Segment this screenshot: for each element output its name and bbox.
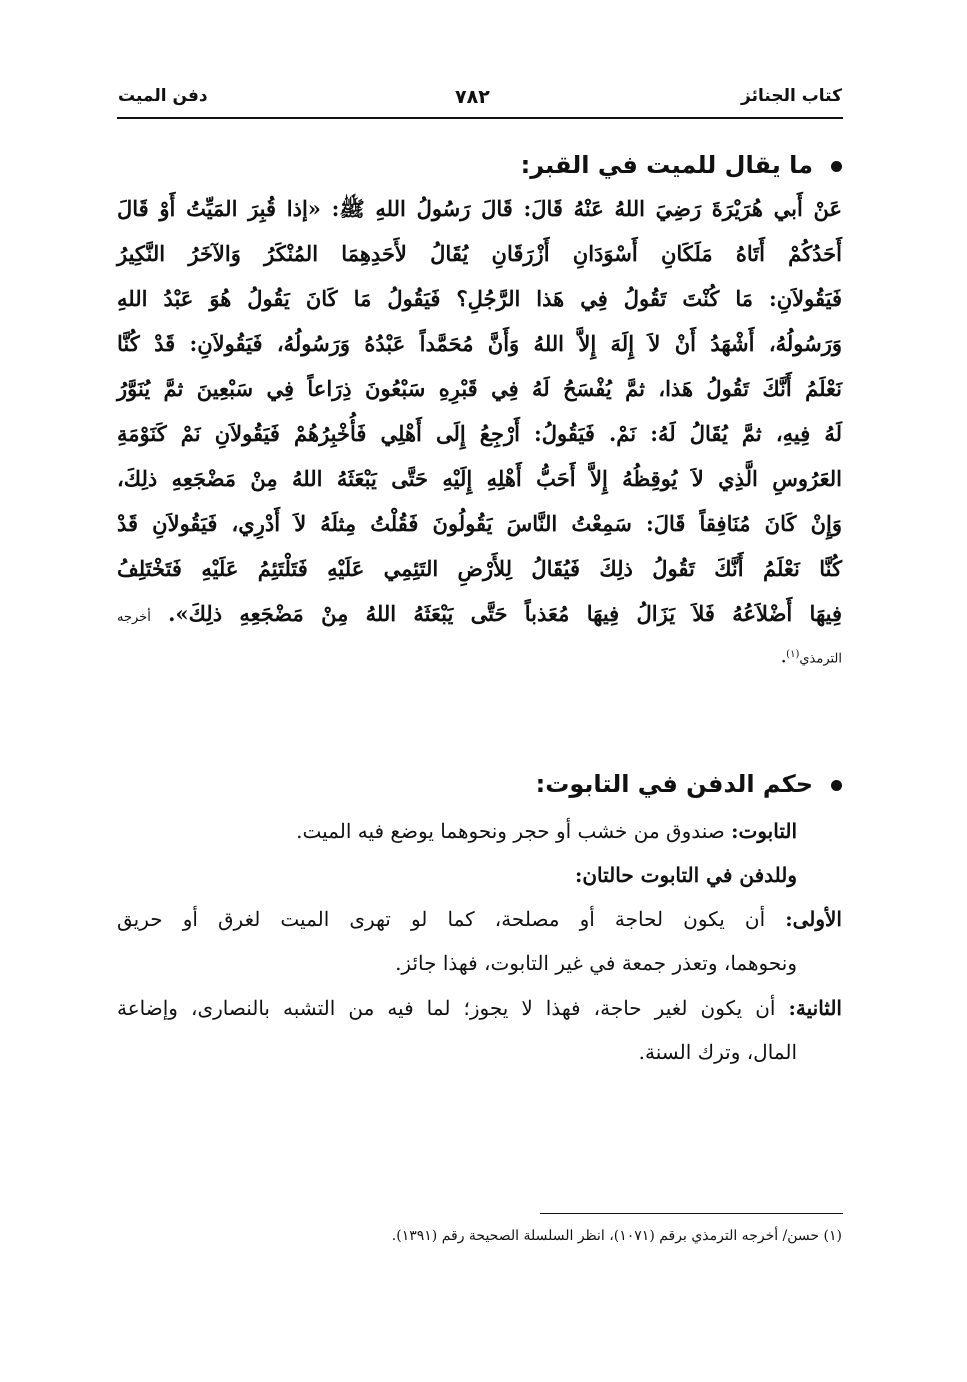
case-text: أن يكون لغير حاجة، فهذا لا يجوز؛ لما فيه من التشبه بالنصارى، وإضاعة — [117, 996, 789, 1020]
case-first — [117, 904, 842, 934]
cases-intro: وللدفن في التابوت حالتان: — [574, 863, 797, 887]
heading-text: ما يقال للميت في القبر: — [520, 151, 813, 179]
hadith-line: وَرَسُولُهُ، أَشْهَدُ أَنْ لاَ إِلَهَ إِلاَّ اللهُ وَأَنَّ مُحَمَّداً عَبْدُهُ وَرَسُولُهُ، فَيَقُولاَنِ: قَدْ كُنَّا — [117, 331, 842, 356]
hadith-line: لَهُ فِيهِ، ثمَّ يُقَالُ لَهُ: نَمْ. فَيَقُولُ: أَرْجِعُ إِلَى أَهْلِي فَأُخْبِرُهُمْ فَيَقُولاَنِ نَمْ كَنَوْمَةِ — [117, 421, 842, 446]
case-second-cont: المال، وترك السنة. — [638, 1040, 797, 1064]
source-line — [117, 640, 842, 675]
footnote-ref[interactable]: (١) — [786, 649, 800, 660]
hadith-text: فِيهَا أَضْلاَعُهُ فَلاَ يَزَالُ فِيهَا مُعَذباً حَتَّى يَبْعَثَهُ اللهُ مِنْ مَضْجَعِهِ ذلِكَ». — [168, 601, 843, 626]
case-label: الثانية: — [788, 996, 842, 1020]
case-label: الأولى: — [785, 907, 842, 931]
page-number: ٧٨٢ — [455, 86, 490, 108]
running-header-book: كتاب الجنائز — [741, 86, 842, 106]
footnote-rule — [540, 1213, 843, 1214]
bullet-icon — [831, 161, 842, 172]
hadith-line: نَعْلَمُ أَنَّكَ تَقُولُ هَذا، ثمَّ يُفْسَحُ لَهُ فِي قَبْرِهِ سَبْعُونَ ذِرَاعاً فِي سَبْعِينَ ثمَّ يُنَوَّرُ — [117, 376, 842, 401]
source-text: الترمذي — [799, 651, 842, 667]
header-rule — [117, 117, 843, 119]
heading-text: حكم الدفن في التابوت: — [535, 770, 813, 798]
term-definition: صندوق من خشب أو حجر ونحوهما يوضع فيه الميت. — [296, 819, 732, 843]
hadith-line — [117, 599, 842, 633]
definition — [117, 816, 797, 846]
case-first-cont: ونحوهما، وتعذر جمعة في غير التابوت، فهذا جائز. — [395, 951, 797, 975]
case-second — [117, 993, 842, 1023]
hadith-line: عَنْ أَبي هُرَيْرَةَ رَضِيَ اللهُ عَنْهُ قَالَ: قَالَ رَسُولُ اللهِ ﷺ: «إذا قُبِرَ المَيِّتُ أَوْ قَالَ — [117, 196, 842, 221]
case-text: أن يكون لحاجة أو مصلحة، كما لو تهرى الميت لغرق أو حريق — [117, 907, 786, 931]
bullet-icon — [831, 780, 842, 791]
running-header-chapter: دفن الميت — [118, 86, 208, 106]
hadith-line: كُنَّا نَعْلَمُ أَنَّكَ تَقُولُ ذلِكَ فَيُقَالُ لِلأَرْضِ التَئِمِي عَلَيْهِ فَتَلْتَئِمُ عَلَيْهِ فَتَخْتَلِفُ — [117, 556, 842, 581]
period: . — [781, 650, 787, 667]
hadith-line: فَيَقُولاَنِ: مَا كُنْتَ تَقُولُ فِي هَذا الرَّجُلِ؟ فَيَقُولُ مَا كَانَ يَقُولُ هُوَ عَبْدُ اللهِ — [117, 286, 842, 311]
hadith-line: وَإِنْ كَانَ مُنَافِقاً قَالَ: سَمِعْتُ النَّاسَ يَقُولُونَ فَقُلْتُ مِثلَهُ لاَ أَدْرِي، فَيَقُولاَنِ قَدْ — [117, 511, 842, 536]
hadith-line: العَرُوسِ الَّذِي لاَ يُوقِظُهُ إِلاَّ أَحَبُّ أَهْلِهِ إِلَيْهِ حَتَّى يَبْعَثَهُ اللهُ مِنْ مَضْجَعِهِ ذلِكَ، — [117, 466, 842, 491]
section-heading — [521, 151, 842, 179]
source-text: أخرجه — [117, 610, 151, 625]
section-heading — [536, 770, 842, 798]
footnote: (١) حسن/ أخرجه الترمذي برقم (١٠٧١)، انظر السلسلة الصحيحة رقم (١٣٩١). — [391, 1228, 842, 1244]
term-label: التابوت: — [731, 819, 797, 843]
hadith-line: أَحَدُكُمْ أَتَاهُ مَلَكَانِ أَسْوَدَانِ أَزْرَقَانِ يُقَالُ لأَحَدِهِمَا المُنْكَرُ وَالآخَرُ النَّكِيرُ — [117, 241, 842, 266]
